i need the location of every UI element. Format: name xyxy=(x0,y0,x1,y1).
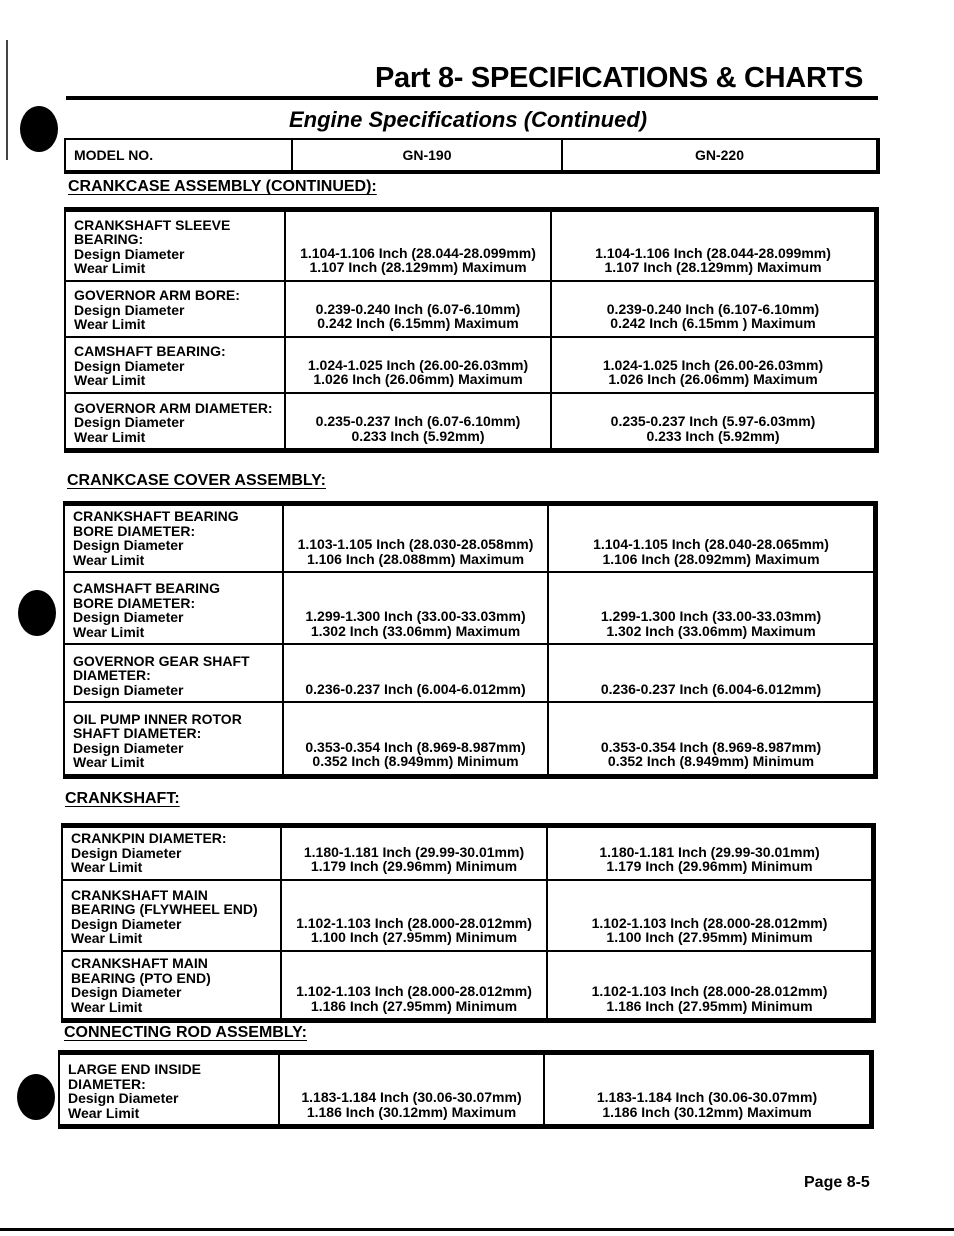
model-gn220: GN-220 xyxy=(694,147,745,163)
section-heading: CONNECTING ROD ASSEMBLY: xyxy=(64,1024,307,1041)
param-cell: GOVERNOR ARM BORE: Design Diameter Wear Limit xyxy=(65,281,285,337)
gn190-value-cell: 0.353-0.354 Inch (8.969-8.987mm) 0.352 Inch (8.949mm) Minimum xyxy=(283,702,548,776)
gn190-value-cell: 1.024-1.025 Inch (26.00-26.03mm) 1.026 Inch (26.06mm) Maximum xyxy=(285,337,551,393)
param-cell: CRANKSHAFT BEARING BORE DIAMETER: Design Diameter Wear Limit xyxy=(64,504,283,573)
gn220-value-cell: 1.102-1.103 Inch (28.000-28.012mm) 1.186 Inch (27.95mm) Minimum xyxy=(547,951,874,1021)
gn190-value-cell: 0.239-0.240 Inch (6.07-6.10mm) 0.242 Inch (6.15mm) Maximum xyxy=(285,281,551,337)
gn190-value-cell: 1.180-1.181 Inch (29.99-30.01mm) 1.179 Inch (29.96mm) Minimum xyxy=(281,826,547,880)
param-cell: CAMSHAFT BEARING BORE DIAMETER: Design Diameter Wear Limit xyxy=(64,572,283,644)
section-title: Engine Specifications (Continued) xyxy=(289,107,648,132)
param-cell: CRANKSHAFT MAIN BEARING (PTO END) Design Diameter Wear Limit xyxy=(62,951,281,1021)
gn220-value-cell: 1.183-1.184 Inch (30.06-30.07mm) 1.186 Inch (30.12mm) Maximum xyxy=(544,1053,872,1127)
model-gn190: GN-190 xyxy=(293,140,563,170)
param-cell: OIL PUMP INNER ROTOR SHAFT DIAMETER: Design Diameter Wear Limit xyxy=(64,702,283,776)
gn190-value-cell: 1.103-1.105 Inch (28.030-28.058mm) 1.106 Inch (28.088mm) Maximum xyxy=(283,504,548,573)
gn220-value-cell: 1.104-1.106 Inch (28.044-28.099mm) 1.107 Inch (28.129mm) Maximum xyxy=(551,210,877,281)
table-row xyxy=(65,337,877,393)
section-heading: CRANKCASE ASSEMBLY (CONTINUED): xyxy=(68,178,377,195)
table-row xyxy=(62,826,874,880)
section-heading: CRANKSHAFT: xyxy=(65,790,180,807)
param-cell: GOVERNOR GEAR SHAFT DIAMETER: Design Diameter xyxy=(64,644,283,702)
spec-table xyxy=(58,1050,874,1129)
gn190-value-cell: 1.102-1.103 Inch (28.000-28.012mm) 1.100 Inch (27.95mm) Minimum xyxy=(281,880,547,951)
param-cell: CRANKSHAFT MAIN BEARING (FLYWHEEL END) Design Diameter Wear Limit xyxy=(62,880,281,951)
param-cell: LARGE END INSIDE DIAMETER: Design Diameter Wear Limit xyxy=(59,1053,279,1127)
binder-hole xyxy=(18,590,56,636)
table-row xyxy=(62,951,874,1021)
gn220-value-cell: 0.239-0.240 Inch (6.107-6.10mm) 0.242 Inch (6.15mm ) Maximum xyxy=(551,281,877,337)
section-heading: CRANKCASE COVER ASSEMBLY: xyxy=(67,472,326,489)
table-row xyxy=(62,880,874,951)
table-row xyxy=(64,572,876,644)
spec-table xyxy=(63,501,878,779)
table-row xyxy=(59,1053,872,1127)
param-cell: CRANKPIN DIAMETER: Design Diameter Wear Limit xyxy=(62,826,281,880)
param-cell: CAMSHAFT BEARING: Design Diameter Wear Limit xyxy=(65,337,285,393)
gn190-value-cell: 1.104-1.106 Inch (28.044-28.099mm) 1.107 Inch (28.129mm) Maximum xyxy=(285,210,551,281)
gn220-value-cell: 0.236-0.237 Inch (6.004-6.012mm) xyxy=(548,644,876,702)
model-label: MODEL NO. xyxy=(66,140,293,170)
gn190-value-cell: 1.183-1.184 Inch (30.06-30.07mm) 1.186 Inch (30.12mm) Maximum xyxy=(279,1053,544,1127)
param-cell: CRANKSHAFT SLEEVE BEARING: Design Diameter Wear Limit xyxy=(65,210,285,281)
binder-hole xyxy=(17,1074,55,1120)
gn190-value-cell: 0.236-0.237 Inch (6.004-6.012mm) xyxy=(283,644,548,702)
gn220-value-cell: 1.299-1.300 Inch (33.00-33.03mm) 1.302 Inch (33.06mm) Maximum xyxy=(548,572,876,644)
scan-edge-mark xyxy=(6,40,8,160)
binder-hole xyxy=(20,106,58,152)
gn190-value-cell: 1.102-1.103 Inch (28.000-28.012mm) 1.186 Inch (27.95mm) Minimum xyxy=(281,951,547,1021)
table-row xyxy=(64,644,876,702)
gn220-value-cell: 1.180-1.181 Inch (29.99-30.01mm) 1.179 Inch (29.96mm) Minimum xyxy=(547,826,874,880)
gn190-value-cell: 1.299-1.300 Inch (33.00-33.03mm) 1.302 Inch (33.06mm) Maximum xyxy=(283,572,548,644)
gn190-value-cell: 0.235-0.237 Inch (6.07-6.10mm) 0.233 Inch (5.92mm) xyxy=(285,393,551,451)
gn220-value-cell: 1.102-1.103 Inch (28.000-28.012mm) 1.100 Inch (27.95mm) Minimum xyxy=(547,880,874,951)
gn220-value-cell: 1.104-1.105 Inch (28.040-28.065mm) 1.106 Inch (28.092mm) Maximum xyxy=(548,504,876,573)
spec-table xyxy=(61,823,876,1023)
table-row xyxy=(64,504,876,573)
gn220-value-cell: 0.235-0.237 Inch (5.97-6.03mm) 0.233 Inch (5.92mm) xyxy=(551,393,877,451)
page-number: Page 8-5 xyxy=(804,1174,870,1191)
gn220-value-cell: 0.353-0.354 Inch (8.969-8.987mm) 0.352 Inch (8.949mm) Minimum xyxy=(548,702,876,776)
gn220-value-cell: 1.024-1.025 Inch (26.00-26.03mm) 1.026 Inch (26.06mm) Maximum xyxy=(551,337,877,393)
part-title: Part 8- SPECIFICATIONS & CHARTS xyxy=(375,62,864,94)
table-row xyxy=(65,393,877,451)
table-row xyxy=(64,702,876,776)
model-number-header xyxy=(64,138,880,174)
table-row xyxy=(65,210,877,281)
table-row xyxy=(65,281,877,337)
param-cell: GOVERNOR ARM DIAMETER: Design Diameter Wear Limit xyxy=(65,393,285,451)
title-rule xyxy=(66,96,878,100)
bottom-rule xyxy=(0,1228,954,1231)
spec-table xyxy=(64,207,879,453)
